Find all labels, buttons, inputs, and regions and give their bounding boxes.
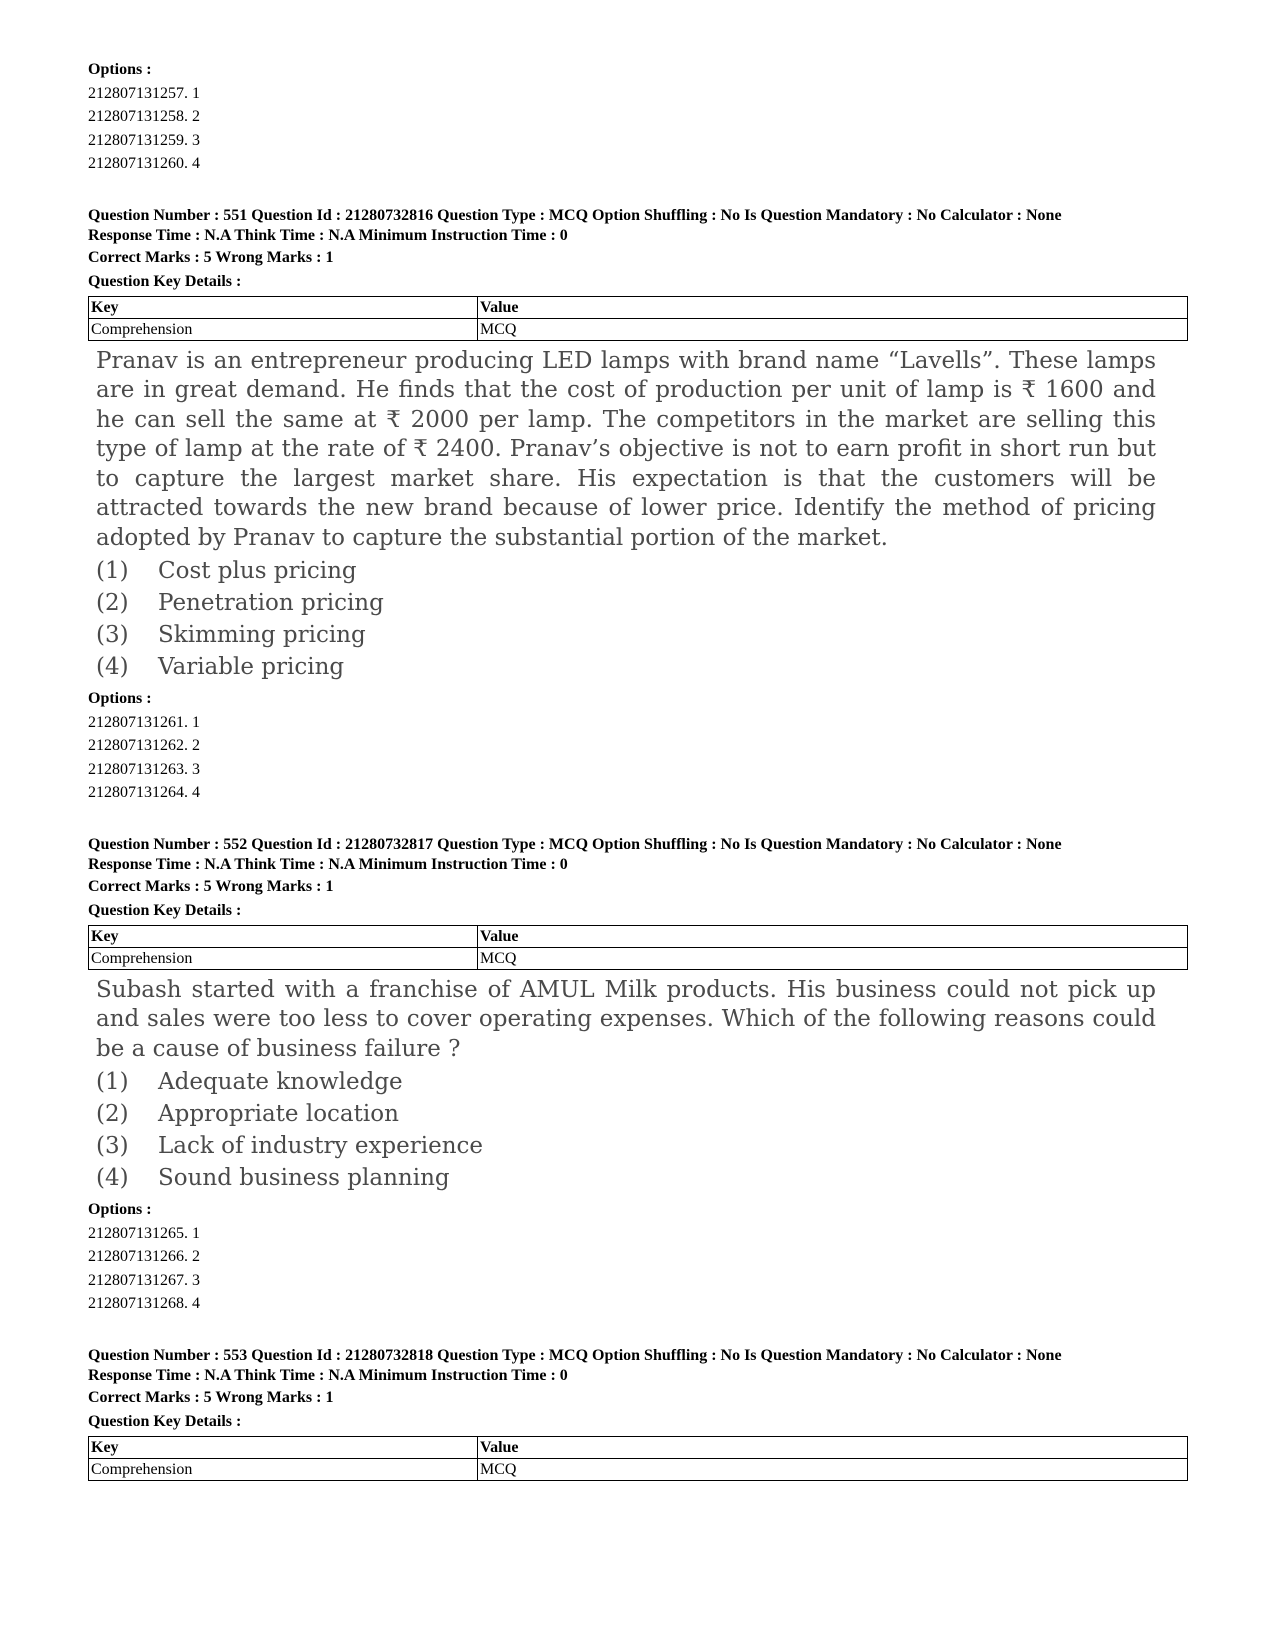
choice-item (96, 1162, 1156, 1194)
option-id: 212807131265. 1 (88, 1224, 200, 1242)
question-marks: Correct Marks : 5 Wrong Marks : 1 (88, 1388, 334, 1406)
options-block (88, 1198, 1188, 1316)
key-details-table (88, 1436, 1188, 1481)
table-header-key: Key (89, 1436, 478, 1458)
key-details-table (88, 296, 1188, 341)
choice-text: Variable pricing (158, 654, 345, 680)
options-label: Options : (88, 690, 152, 707)
option-id: 212807131257. 1 (88, 84, 200, 102)
choice-text: Cost plus pricing (158, 558, 357, 584)
choice-text: Skimming pricing (158, 622, 366, 648)
choice-number: (3) (96, 622, 129, 648)
option-id: 212807131266. 2 (88, 1248, 200, 1265)
option-id: 212807131261. 1 (88, 713, 200, 731)
key-details-table (88, 925, 1188, 970)
options-label: Options : (88, 1201, 152, 1218)
question-timing: Response Time : N.A Think Time : N.A Minimum Instruction Time : 0 (88, 1366, 568, 1384)
choice-number: (4) (96, 1165, 129, 1191)
table-cell-value: MCQ (478, 947, 1188, 969)
choice-number: (2) (96, 1101, 129, 1127)
choice-number: (2) (96, 590, 129, 616)
choice-number: (3) (96, 1133, 129, 1159)
choice-item (96, 1130, 1156, 1162)
choice-item (96, 555, 1156, 587)
choice-text: Adequate knowledge (158, 1069, 403, 1095)
question-marks: Correct Marks : 5 Wrong Marks : 1 (88, 877, 334, 895)
options-block (88, 58, 1188, 176)
table-header-value: Value (478, 296, 1188, 318)
question-meta: Question Number : 553 Question Id : 21280732818 Question Type : MCQ Option Shuffling : No Is Question Mandatory : No Calculator : None (88, 1346, 1062, 1364)
question-stem: Subash started with a franchise of AMUL Milk products. His business could not pick up and sales were too less to cover operating expenses. Which of the following reasons could be a cause of business failure ? (96, 976, 1156, 1062)
choice-item (96, 587, 1156, 619)
choice-text: Penetration pricing (158, 590, 384, 616)
table-header-key: Key (89, 925, 478, 947)
option-id: 212807131260. 4 (88, 155, 200, 172)
table-header-key: Key (89, 296, 478, 318)
table-header-value: Value (478, 1436, 1188, 1458)
question-image-text (96, 976, 1156, 1195)
option-id: 212807131258. 2 (88, 108, 200, 125)
choice-item (96, 651, 1156, 683)
choice-text: Lack of industry experience (158, 1133, 484, 1159)
option-id: 212807131264. 4 (88, 784, 200, 801)
table-cell-key: Comprehension (89, 947, 478, 969)
question-meta: Question Number : 552 Question Id : 21280732817 Question Type : MCQ Option Shuffling : No Is Question Mandatory : No Calculator : None (88, 835, 1062, 853)
option-id: 212807131268. 4 (88, 1295, 200, 1312)
key-details-label: Question Key Details : (88, 1412, 242, 1430)
question-timing: Response Time : N.A Think Time : N.A Minimum Instruction Time : 0 (88, 855, 568, 873)
question-block-552 (88, 835, 1188, 1316)
table-cell-key: Comprehension (89, 1458, 478, 1480)
question-stem: Pranav is an entrepreneur producing LED lamps with brand name “Lavells”. These lamps are in great demand. He finds that the cost of production per unit of lamp is ₹ 1600 and he can sell the same at ₹ 2000 per lamp. The competitors in the market are selling this type of lamp at the rate of ₹ 2400. Pranav’s objective is not to earn profit in short run but to capture the largest market share. His expectation is that the customers will be attracted towards the new brand because of lower price. Identify the method of pricing adopted by Pranav to capture the substantial portion of the market. (96, 347, 1156, 551)
choice-item (96, 1066, 1156, 1098)
option-id: 212807131262. 2 (88, 737, 200, 754)
key-details-label: Question Key Details : (88, 272, 242, 290)
choice-text: Sound business planning (158, 1165, 450, 1191)
table-header-value: Value (478, 925, 1188, 947)
question-block-553 (88, 1346, 1188, 1481)
key-details-label: Question Key Details : (88, 901, 242, 919)
options-label: Options : (88, 61, 152, 78)
question-block-551 (88, 206, 1188, 805)
table-cell-value: MCQ (478, 1458, 1188, 1480)
question-meta: Question Number : 551 Question Id : 21280732816 Question Type : MCQ Option Shuffling : No Is Question Mandatory : No Calculator : None (88, 206, 1062, 224)
question-marks: Correct Marks : 5 Wrong Marks : 1 (88, 248, 334, 266)
option-id: 212807131267. 3 (88, 1271, 200, 1289)
question-image-text (96, 347, 1156, 684)
choice-item (96, 1098, 1156, 1130)
table-cell-value: MCQ (478, 318, 1188, 340)
choice-number: (1) (96, 558, 129, 584)
document-page (88, 58, 1188, 1481)
options-block (88, 687, 1188, 805)
option-id: 212807131259. 3 (88, 131, 200, 149)
choice-text: Appropriate location (158, 1101, 399, 1127)
question-timing: Response Time : N.A Think Time : N.A Minimum Instruction Time : 0 (88, 226, 568, 244)
option-id: 212807131263. 3 (88, 760, 200, 778)
table-cell-key: Comprehension (89, 318, 478, 340)
choice-number: (4) (96, 654, 129, 680)
choice-number: (1) (96, 1069, 129, 1095)
choice-item (96, 619, 1156, 651)
